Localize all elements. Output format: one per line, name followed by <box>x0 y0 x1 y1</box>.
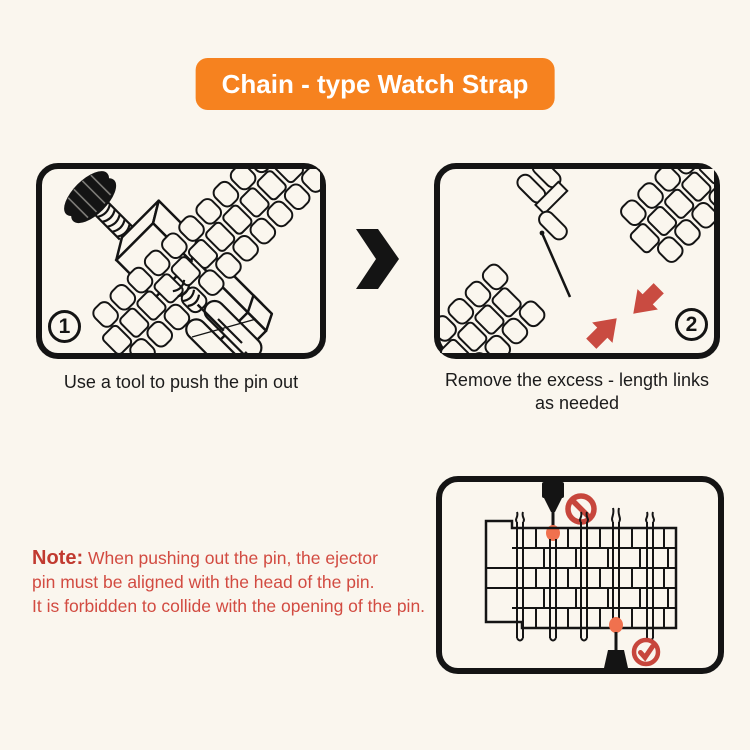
bottom-ejector-pin <box>604 632 628 668</box>
push-together-arrow-icon <box>581 278 669 353</box>
step-1-badge: 1 <box>48 310 81 343</box>
step-2-caption: Remove the excess - length links as needed <box>444 370 710 413</box>
step-1-caption: Use a tool to push the pin out <box>63 372 299 392</box>
top-ejector-pin <box>542 482 564 529</box>
note-line: pin must be aligned with the head of the pin. <box>32 572 375 592</box>
approved-icon <box>634 640 658 664</box>
pin-contact-dot-bottom <box>609 617 623 633</box>
note-line: It is forbidden to collide with the opening of the pin. <box>32 596 426 616</box>
pin-pusher-tool-illustration <box>42 169 320 353</box>
note-line: Note: When pushing out the pin, the ejector <box>32 547 378 569</box>
note-label: Note: <box>32 547 84 569</box>
note-text <box>32 546 442 618</box>
pin-alignment-illustration <box>442 482 718 668</box>
removed-links-illustration <box>440 169 714 353</box>
step-2-panel <box>434 163 720 359</box>
step-2-badge: 2 <box>675 308 708 341</box>
step-1-panel <box>36 163 326 359</box>
pin-alignment-panel <box>436 476 724 674</box>
title-banner: Chain - type Watch Strap <box>196 58 555 110</box>
next-step-chevron-icon <box>353 229 399 289</box>
